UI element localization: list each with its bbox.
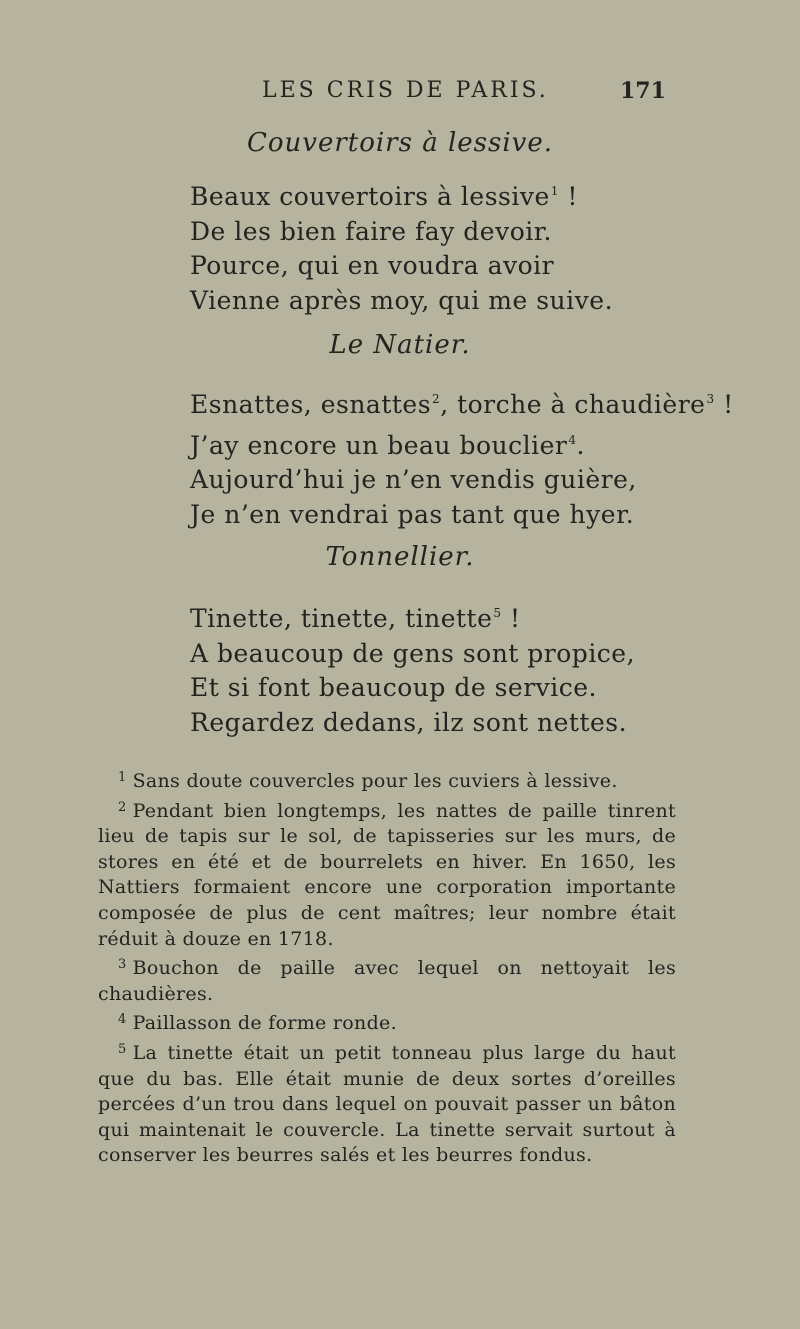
stanza-tonnellier <box>190 596 635 740</box>
section-title-couvertoirs: Couvertoirs à lessive. <box>246 128 554 158</box>
verse-line: Beaux couvertoirs à lessive$^1$ ! <box>190 182 578 211</box>
page-header <box>0 78 800 108</box>
footnote-ref: 5 <box>493 606 502 620</box>
footnote-ref: 2 <box>432 392 441 406</box>
footnote-number: 4 <box>118 1012 127 1028</box>
stanza-natier <box>190 382 734 532</box>
verse-line: De les bien faire fay devoir. <box>190 216 552 246</box>
footnotes <box>98 765 676 1169</box>
footnote-ref: 3 <box>706 392 715 406</box>
verse-line: Je n’en vendrai pas tant que hyer. <box>190 499 635 529</box>
page-number: 171 <box>620 78 666 104</box>
verse-line: Esnattes, esnattes$^2$, torche à chaudière$^3$ ! <box>190 390 734 419</box>
footnote-ref: 4 <box>568 432 577 447</box>
footnote: $^2$ Pendant bien longtemps, les nattes de paille tinrent lieu de tapis sur le sol, de tapisseries sur les murs, de stores en été et de bourrelets en hiver. En 1650, les Nattiers formaient encore une corporation importante composée de plus de cent maîtres; leur nombre était réduit à douze en 1718. <box>98 799 676 950</box>
footnote-number: 2 <box>118 799 127 815</box>
footnote-number: 5 <box>118 1041 127 1057</box>
footnote-ref: 1 <box>550 184 559 198</box>
stanza-couvertoirs <box>190 174 613 318</box>
verse-line: Aujourd’hui je n’en vendis guière, <box>190 465 637 494</box>
verse-line: Pource, qui en voudra avoir <box>190 251 555 280</box>
footnote-number: 3 <box>118 957 127 973</box>
verse-line: Et si font beaucoup de service. <box>190 673 598 702</box>
verse-line: Tinette, tinette, tinette$^5$ ! <box>190 604 521 633</box>
footnote: $^5$ La tinette était un petit tonneau plus large du haut que du bas. Elle était munie de deux sortes d’oreilles percées d’un trou dans lequel on pouvait passer un bâton qui maintenait le couvercle. La tinette servait surtout à conserver les beurres salés et les beurres fondus. <box>98 1041 676 1167</box>
footnote: $^4$ Paillasson de forme ronde. <box>118 1012 397 1035</box>
footnote: $^1$ Sans doute couvercles pour les cuviers à lessive. <box>118 770 618 792</box>
verse-line: Vienne après moy, qui me suive. <box>190 285 614 315</box>
verse-line: Regardez dedans, ilz sont nettes. <box>190 707 628 737</box>
footnote-number: 1 <box>118 770 127 785</box>
running-title: LES CRIS DE PARIS. <box>262 78 549 103</box>
section-title-tonnellier: Tonnellier. <box>325 542 475 572</box>
footnote: $^3$ Bouchon de paille avec lequel on nettoyait les chaudières. <box>98 957 676 1005</box>
verse-line: J’ay encore un beau bouclier$^4$. <box>190 430 585 460</box>
section-title-natier: Le Natier. <box>329 330 471 360</box>
verse-line: A beaucoup de gens sont propice, <box>190 638 636 668</box>
